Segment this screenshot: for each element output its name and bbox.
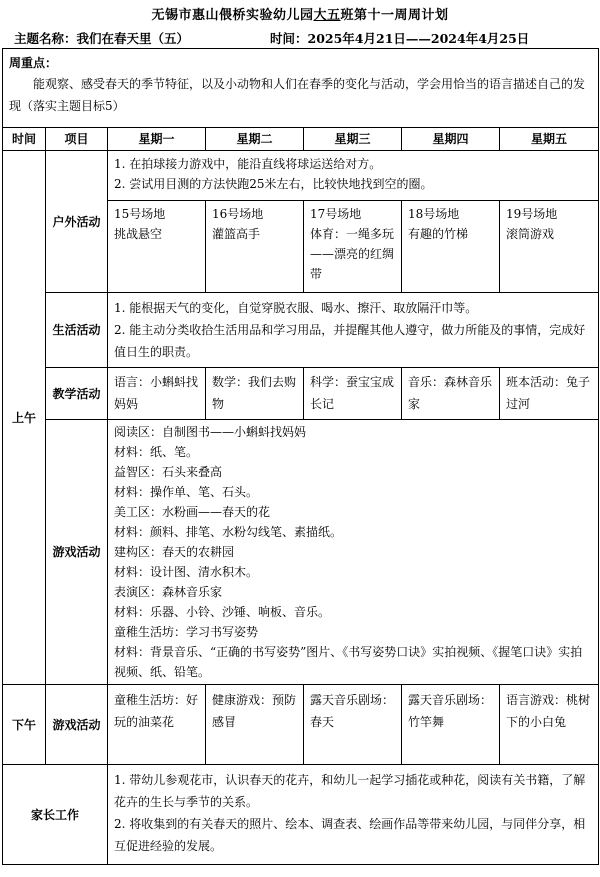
teaching-tuesday: 数学：我们去购物: [206, 368, 304, 420]
life-goal: 2. 能主动分类收拾生活用品和学习用品，并提醒其他人遵守，做力所能及的事情，完成好值日生的职责。: [114, 323, 586, 359]
game-line: 阅读区：自制图书——小蝌蚪找妈妈: [114, 425, 307, 439]
afternoon-wednesday: 露天音乐剧场：春天: [304, 685, 402, 765]
category-teaching: 教学活动: [46, 368, 108, 420]
category-parent-work: 家长工作: [3, 765, 108, 865]
teaching-friday: 班本活动：兔子过河: [500, 368, 599, 420]
teaching-thursday: 音乐：森林音乐家: [402, 368, 500, 420]
game-line: 材料：颜料、排笔、水粉勾线笔、素描纸。: [114, 525, 343, 539]
outdoor-monday: 15号场地 挑战悬空: [108, 201, 206, 293]
game-line: 材料：设计图、清水积木。: [114, 565, 259, 579]
header-thursday: 星期四: [402, 128, 500, 151]
game-line: 材料：乐器、小铃、沙锤、响板、音乐。: [114, 605, 331, 619]
teaching-monday: 语言：小蝌蚪找妈妈: [108, 368, 206, 420]
weekly-focus: [3, 49, 599, 128]
outdoor-label: 户外活动: [52, 214, 101, 229]
game-line: 材料：纸、笔。: [114, 445, 199, 459]
game-line: 材料：操作单、笔、石头。: [114, 485, 259, 499]
game-line: 童稚生活坊：学习书写姿势: [114, 625, 259, 639]
header-item: 项目: [46, 128, 108, 151]
afternoon-monday: 童稚生活坊：好玩的油菜花: [108, 685, 206, 765]
life-goal: 1. 能根据天气的变化，自觉穿脱衣服、喝水、擦汗、取放隔汗巾等。: [114, 301, 478, 315]
parent-line: 1. 带幼儿参观花市，认识春天的花卉，和幼儿一起学习插花或种花，阅读有关书籍，了解花卉的生长与季节的关系。: [114, 773, 586, 809]
time-value: 2025年4月21日——2024年4月25日: [307, 31, 530, 46]
header-row: [3, 128, 599, 151]
game-areas: [108, 420, 599, 685]
header-friday: 星期五: [500, 128, 599, 151]
header-time: 时间: [3, 128, 46, 151]
category-game: 游戏活动: [46, 420, 108, 685]
theme-label: 主题名称：: [14, 31, 77, 46]
afternoon-thursday: 露天音乐剧场：竹竿舞: [402, 685, 500, 765]
game-line: 表演区：森林音乐家: [114, 585, 223, 599]
parent-work: [108, 765, 599, 865]
game-line: 美工区：水粉画——春天的花: [114, 505, 271, 519]
outdoor-goal: 1. 在拍球接力游戏中，能沿直线将球运送给对方。: [114, 157, 382, 171]
focus-heading: 周重点：: [9, 56, 58, 70]
afternoon-friday: 语言游戏：桃树下的小白兔: [500, 685, 599, 765]
time-label: 时间：: [270, 31, 308, 46]
outdoor-goals: [108, 151, 599, 201]
outdoor-goal: 2. 尝试用目测的方法快跑25米左右，比较快地找到空的圈。: [114, 177, 433, 191]
outdoor-thursday: 18号场地 有趣的竹梯: [402, 201, 500, 293]
header-wednesday: 星期三: [304, 128, 402, 151]
theme-value: 我们在春天里（五）: [76, 31, 190, 46]
title-prefix: 无锡市惠山偎桥实验幼儿园: [151, 8, 314, 23]
weekly-plan-table: [2, 48, 599, 865]
header-tuesday: 星期二: [206, 128, 304, 151]
teaching-wednesday: 科学：蚕宝宝成长记: [304, 368, 402, 420]
life-goals: [108, 293, 599, 368]
period-morning: 上午: [3, 151, 46, 685]
game-line: 材料：背景音乐、“正确的书写姿势”图片、《书写姿势口诀》实拍视频、《握笔口诀》实拍视频、纸、铅笔。: [114, 645, 583, 679]
title-suffix: 班第十一周周计划: [340, 8, 449, 23]
category-life: 生活活动: [46, 293, 108, 368]
page-title: [0, 4, 600, 23]
title-class: 大五: [313, 8, 341, 23]
game-line: 益智区：石头来叠高: [114, 465, 223, 479]
category-outdoor: [46, 151, 108, 293]
outdoor-tuesday: 16号场地 灌篮高手: [206, 201, 304, 293]
focus-text: 能观察、感受春天的季节特征，以及小动物和人们在春季的变化与活动，学会用恰当的语言描述自己的发现（落实主题目标5）: [9, 77, 586, 113]
afternoon-tuesday: 健康游戏：预防感冒: [206, 685, 304, 765]
outdoor-friday: 19号场地 滚筒游戏: [500, 201, 599, 293]
game-line: 建构区：春天的农耕园: [114, 545, 235, 559]
plan-meta: [14, 29, 594, 47]
header-monday: 星期一: [108, 128, 206, 151]
period-afternoon: 下午: [3, 685, 46, 765]
parent-line: 2. 将收集到的有关春天的照片、绘本、调查表、绘画作品等带来幼儿园，与同伴分享，相互促进经验的发展。: [114, 817, 586, 853]
time-block: [270, 29, 529, 47]
category-afternoon-game: 游戏活动: [46, 685, 108, 765]
outdoor-wednesday: 17号场地 体育：一绳多玩——漂亮的红绸带: [304, 201, 402, 293]
